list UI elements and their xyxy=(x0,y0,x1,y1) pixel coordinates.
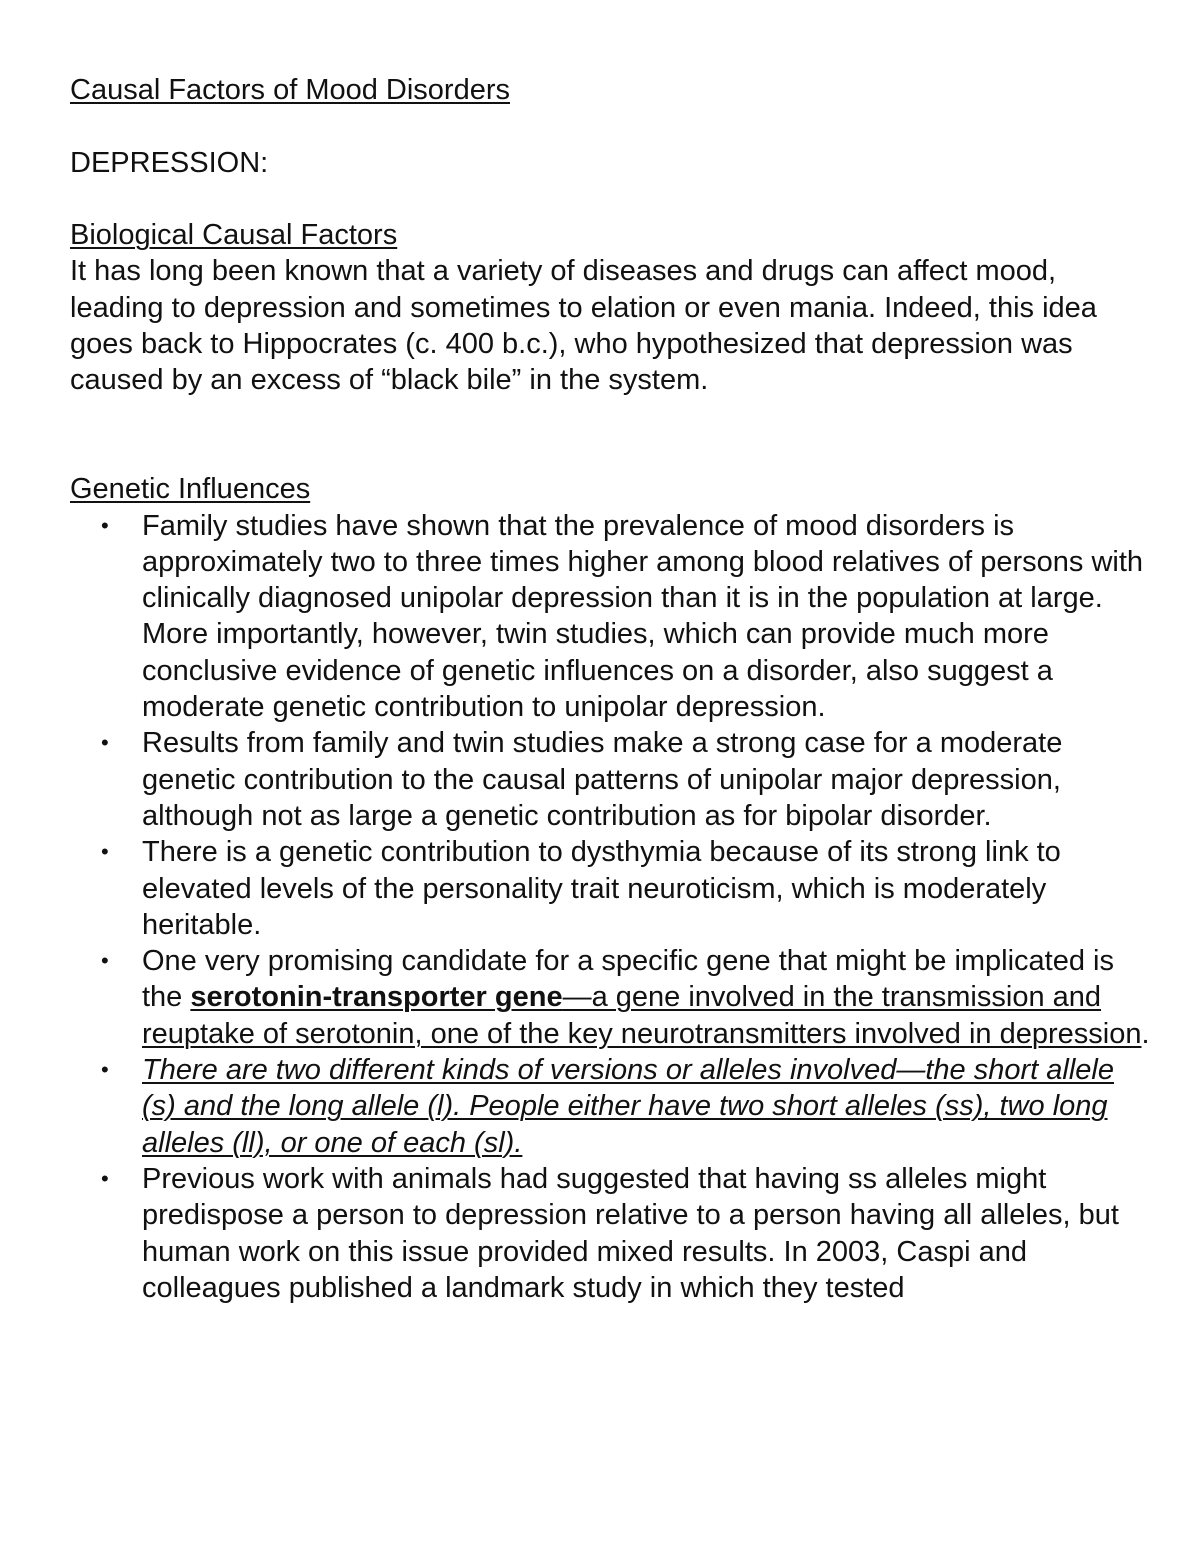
bullet-icon: • xyxy=(101,1057,109,1083)
list-item xyxy=(70,943,1150,1052)
biological-paragraph: It has long been known that a variety of diseases and drugs can affect mood, leading to depression and sometimes to elation or even mania. Indeed, this idea goes back to Hippocrates (c. 400 b.c.), who hypothesized that depression was caused by an excess of “black bile” in the system. xyxy=(70,255,1097,397)
bullet-icon: • xyxy=(101,512,109,538)
bullet-icon: • xyxy=(101,948,109,974)
list-item-text: Family studies have shown that the prevalence of mood disorders is approximately two to three times higher among blood relatives of persons with clinically diagnosed unipolar depression than it is in the population at large. More importantly, however, twin studies, which can provide much more conclusive evidence of genetic influences on a disorder, also suggest a moderate genetic contribution to unipolar depression. xyxy=(142,509,1144,724)
section-label-depression: DEPRESSION: xyxy=(70,146,269,179)
key-term-definition: —a gene involved in the transmission and reuptake of serotonin, one of the key neurotransmitters involved in depression xyxy=(142,981,1142,1050)
list-item-tail: . xyxy=(1141,1017,1150,1050)
list-item xyxy=(70,508,1150,726)
spacer xyxy=(70,108,1150,144)
page-title: Causal Factors of Mood Disorders xyxy=(70,74,510,106)
biological-heading: Biological Causal Factors xyxy=(70,219,398,252)
list-item-text: Previous work with animals had suggested that having ss alleles might predispose a person to depression relative to a person having all alleles, but human work on this issue provided mixed results. In 2003, Caspi and colleagues published a landmark study in which they tested xyxy=(142,1162,1119,1304)
spacer xyxy=(70,399,1150,472)
bullet-icon: • xyxy=(101,839,109,865)
list-item-text-emphasized: There are two different kinds of versions or alleles involved—the short allele (s) and the long allele (l). People either have two short alleles (ss), two long alleles (ll), or one of each (sl). xyxy=(142,1054,1114,1159)
list-item-lead: One very promising candidate for a specific gene that might be implicated is the xyxy=(142,945,1114,1014)
spacer xyxy=(70,181,1150,217)
list-item-text: Results from family and twin studies make a strong case for a moderate genetic contribution to the causal patterns of unipolar major depression, although not as large a genetic contribution as for bipolar disorder. xyxy=(142,727,1063,832)
list-item-text: There is a genetic contribution to dysthymia because of its strong link to elevated levels of the personality trait neuroticism, which is moderately heritable. xyxy=(142,836,1061,941)
bullet-icon: • xyxy=(101,730,109,756)
list-item xyxy=(70,1161,1150,1306)
list-item xyxy=(70,725,1150,834)
genetic-bullet-list xyxy=(70,508,1150,1307)
key-term-serotonin-transporter-gene: serotonin-transporter gene xyxy=(190,981,563,1014)
list-item xyxy=(70,834,1150,943)
bullet-icon: • xyxy=(101,1165,109,1191)
genetic-heading: Genetic Influences xyxy=(70,473,311,506)
document-page xyxy=(70,72,1150,1306)
list-item xyxy=(70,1052,1150,1161)
